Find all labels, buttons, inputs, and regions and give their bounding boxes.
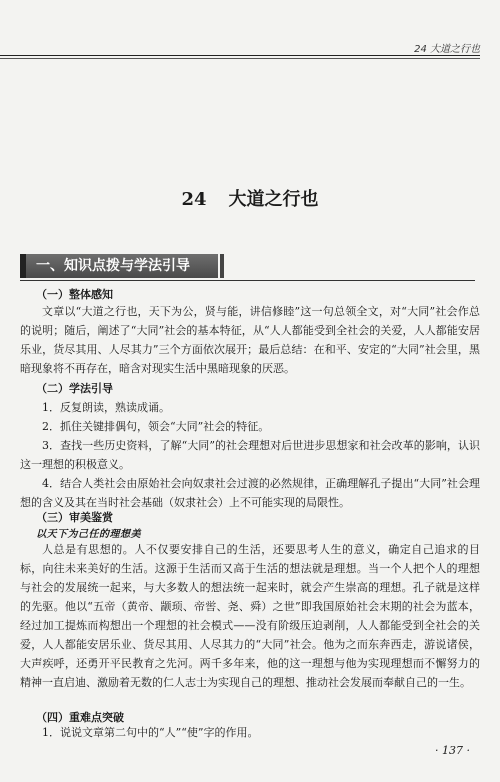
part1-text: 文章以“大道之行也，天下为公，贤与能，讲信修睦”这一句总领全文，对“大同”社会作总的说明；随后，阐述了“大同”社会的基本特征，从“人人都能受到全社会的关爱，人人都能安居乐业，货尽其用、人尽其力”三个方面依次展开；最后总结：在和平、安定的“大同”社会里，黑暗现象将不再存在，暗含对现实生活中黑暗现象的厌恶。 bbox=[20, 305, 480, 375]
part4-heading: （四）重难点突破 bbox=[36, 711, 124, 724]
section-banner: 一、知识点拨与学法引导 bbox=[20, 254, 218, 278]
part3-quote-heading: 以天下为己任的理想美 bbox=[36, 529, 141, 540]
part3-heading: （三）审美鉴赏 bbox=[36, 511, 113, 524]
part1-heading: （一）整体感知 bbox=[36, 288, 113, 301]
part2-item-4: 4．结合人类社会由原始社会向奴隶社会过渡的必然规律，正确理解孔子提出“大同”社会理想的含义及其在当时社会基础（奴隶社会）上不可能实现的局限性。 bbox=[20, 477, 480, 509]
page-number: · 137 · bbox=[435, 744, 470, 757]
part2-item-1: 1．反复朗读，熟读成诵。 bbox=[42, 401, 170, 414]
lesson-title-text: 大道之行也 bbox=[228, 189, 319, 210]
part2-item-3: 3．查找一些历史资料，了解“大同”的社会理想对后世进步思想家和社会改革的影响，认识这一理想的积极意义。 bbox=[20, 439, 480, 471]
section-rule bbox=[20, 280, 475, 281]
running-header: 24 大道之行也 bbox=[414, 44, 480, 55]
lesson-title bbox=[0, 185, 500, 211]
header-rule bbox=[0, 55, 480, 56]
part4-item-1: 1．说说文章第二句中的“人”“使”字的作用。 bbox=[42, 726, 259, 739]
header-rule-thin bbox=[0, 58, 480, 59]
part2-item-2: 2．抓住关键排偶句，领会“大同”社会的特征。 bbox=[42, 420, 270, 433]
lesson-number: 24 bbox=[181, 189, 207, 210]
part2-heading: （二）学法引导 bbox=[36, 382, 113, 395]
part3-text: 人总是有思想的。人不仅要安排自己的生活，还要思考人生的意义，确定自己追求的目标，向往未来美好的生活。这源于生活而又高于生活的想法就是理想。当一个人把个人的理想与社会的发展统一起来，与大多数人的想法统一起来时，就会产生崇高的理想。孔子就是这样的先驱。他以“五帝（黄帝、颛顼、帝喾、尧、舜）之世”即我国原始社会末期的社会为蓝本，经过加工提炼而构想出一个理想的社会模式——没有阶级压迫剥削，人人都能受到全社会的关爱，人人都能安居乐业、货尽其用、人尽其力的“大同”社会。他为之而东奔西走，游说诸侯，大声疾呼，还勇开平民教育之先河。两千多年来，他的这一理想与他为实现理想而不懈努力的精神一直启迪、激励着无数的仁人志士为实现自己的理想、推动社会发展而奉献自己的一生。 bbox=[20, 543, 480, 689]
